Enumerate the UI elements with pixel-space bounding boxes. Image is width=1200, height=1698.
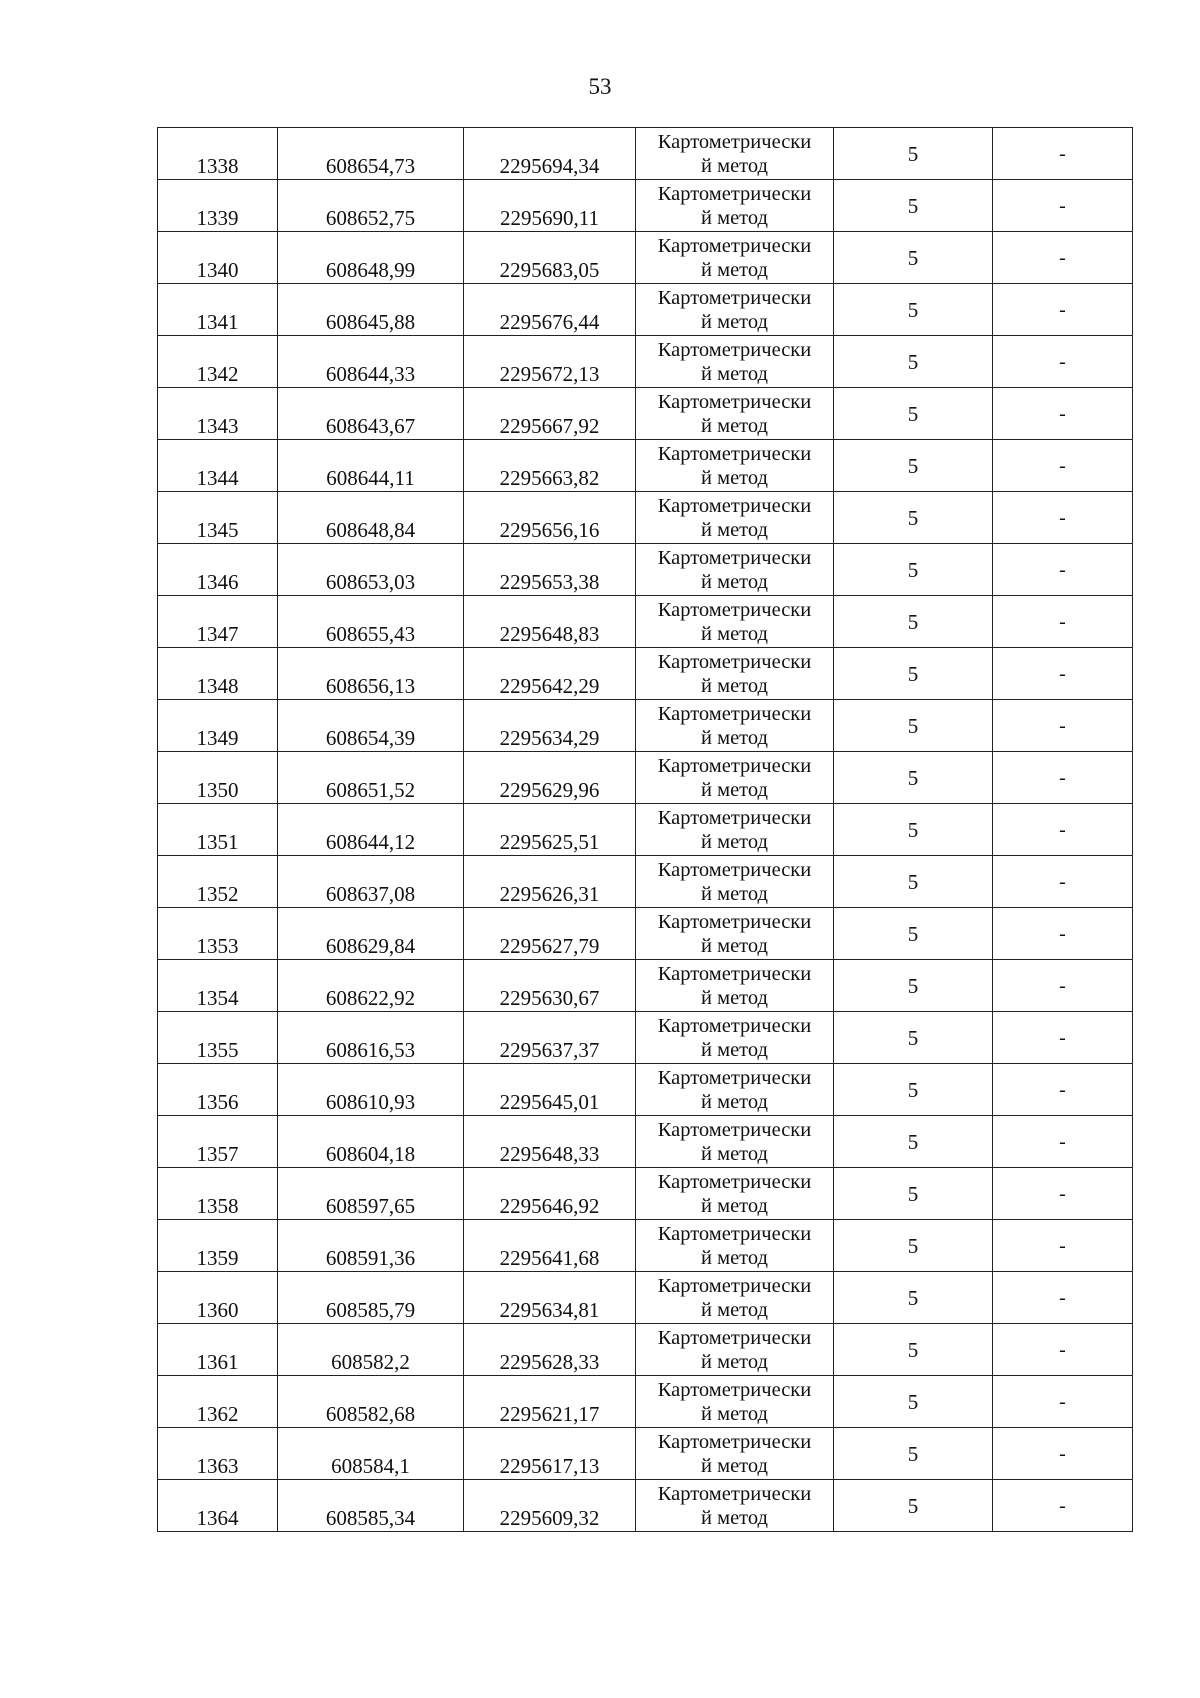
y-coordinate-cell: 2295667,92 [464,388,636,440]
method-cell [636,1168,834,1220]
table-row [158,544,1133,596]
method-line-2: й метод [701,310,768,333]
table-row [158,1428,1133,1480]
accuracy-cell: 5 [834,180,993,232]
y-coordinate-cell: 2295648,83 [464,596,636,648]
method-line-1: Картометрически [657,754,812,777]
point-number-cell: 1362 [158,1376,278,1428]
note-cell: - [993,544,1133,596]
table-row [158,1272,1133,1324]
method-line-2: й метод [701,1246,768,1269]
y-coordinate-cell: 2295609,32 [464,1480,636,1532]
method-cell [636,388,834,440]
point-number-cell: 1359 [158,1220,278,1272]
method-line-2: й метод [701,778,768,801]
accuracy-cell: 5 [834,440,993,492]
point-number-cell: 1339 [158,180,278,232]
method-cell [636,284,834,336]
point-number-cell: 1358 [158,1168,278,1220]
y-coordinate-cell: 2295625,51 [464,804,636,856]
y-coordinate-cell: 2295690,11 [464,180,636,232]
accuracy-cell: 5 [834,804,993,856]
method-cell [636,908,834,960]
point-number-cell: 1347 [158,596,278,648]
x-coordinate-cell: 608585,79 [278,1272,464,1324]
method-cell [636,700,834,752]
table-row [158,128,1133,180]
x-coordinate-cell: 608645,88 [278,284,464,336]
table-row [158,1480,1133,1532]
table-row [158,960,1133,1012]
note-cell: - [993,1012,1133,1064]
y-coordinate-cell: 2295641,68 [464,1220,636,1272]
y-coordinate-cell: 2295627,79 [464,908,636,960]
y-coordinate-cell: 2295683,05 [464,232,636,284]
table-row [158,908,1133,960]
point-number-cell: 1354 [158,960,278,1012]
note-cell: - [993,908,1133,960]
point-number-cell: 1352 [158,856,278,908]
method-line-1: Картометрически [657,858,812,881]
y-coordinate-cell: 2295653,38 [464,544,636,596]
point-number-cell: 1353 [158,908,278,960]
method-line-2: й метод [701,1454,768,1477]
x-coordinate-cell: 608622,92 [278,960,464,1012]
y-coordinate-cell: 2295630,67 [464,960,636,1012]
note-cell: - [993,1376,1133,1428]
method-cell [636,544,834,596]
x-coordinate-cell: 608655,43 [278,596,464,648]
method-line-2: й метод [701,414,768,437]
table-row [158,1012,1133,1064]
accuracy-cell: 5 [834,232,993,284]
table-row [158,440,1133,492]
point-number-cell: 1346 [158,544,278,596]
note-cell: - [993,284,1133,336]
table-row [158,284,1133,336]
method-line-1: Картометрически [657,286,812,309]
y-coordinate-cell: 2295672,13 [464,336,636,388]
method-line-1: Картометрически [657,1378,812,1401]
y-coordinate-cell: 2295621,17 [464,1376,636,1428]
method-cell [636,1376,834,1428]
method-line-1: Картометрически [657,1118,812,1141]
method-cell [636,1012,834,1064]
method-line-1: Картометрически [657,1014,812,1037]
accuracy-cell: 5 [834,492,993,544]
method-line-2: й метод [701,1090,768,1113]
table-row [158,1116,1133,1168]
note-cell: - [993,492,1133,544]
method-line-1: Картометрически [657,1430,812,1453]
table-row [158,388,1133,440]
note-cell: - [993,180,1133,232]
method-line-2: й метод [701,1038,768,1061]
table-row [158,1064,1133,1116]
x-coordinate-cell: 608643,67 [278,388,464,440]
method-line-1: Картометрически [657,1222,812,1245]
x-coordinate-cell: 608582,68 [278,1376,464,1428]
y-coordinate-cell: 2295634,81 [464,1272,636,1324]
table-row [158,492,1133,544]
method-cell [636,1324,834,1376]
accuracy-cell: 5 [834,1168,993,1220]
accuracy-cell: 5 [834,284,993,336]
note-cell: - [993,1168,1133,1220]
x-coordinate-cell: 608585,34 [278,1480,464,1532]
method-line-1: Картометрически [657,1170,812,1193]
x-coordinate-cell: 608616,53 [278,1012,464,1064]
point-number-cell: 1351 [158,804,278,856]
point-number-cell: 1350 [158,752,278,804]
table-row [158,1376,1133,1428]
y-coordinate-cell: 2295634,29 [464,700,636,752]
accuracy-cell: 5 [834,908,993,960]
method-cell [636,752,834,804]
method-line-1: Картометрически [657,650,812,673]
method-line-2: й метод [701,622,768,645]
x-coordinate-cell: 608653,03 [278,544,464,596]
method-cell [636,1116,834,1168]
x-coordinate-cell: 608582,2 [278,1324,464,1376]
method-line-2: й метод [701,518,768,541]
table-row [158,856,1133,908]
point-number-cell: 1340 [158,232,278,284]
x-coordinate-cell: 608656,13 [278,648,464,700]
point-number-cell: 1360 [158,1272,278,1324]
method-cell [636,596,834,648]
x-coordinate-cell: 608584,1 [278,1428,464,1480]
point-number-cell: 1345 [158,492,278,544]
method-line-2: й метод [701,1506,768,1529]
note-cell: - [993,700,1133,752]
y-coordinate-cell: 2295645,01 [464,1064,636,1116]
method-line-1: Картометрически [657,234,812,257]
table-body [158,128,1133,1532]
method-line-1: Картометрически [657,910,812,933]
y-coordinate-cell: 2295663,82 [464,440,636,492]
accuracy-cell: 5 [834,1116,993,1168]
x-coordinate-cell: 608651,52 [278,752,464,804]
point-number-cell: 1342 [158,336,278,388]
method-cell [636,232,834,284]
note-cell: - [993,336,1133,388]
y-coordinate-cell: 2295617,13 [464,1428,636,1480]
method-line-2: й метод [701,830,768,853]
method-cell [636,1272,834,1324]
accuracy-cell: 5 [834,388,993,440]
point-number-cell: 1341 [158,284,278,336]
method-line-2: й метод [701,1350,768,1373]
note-cell: - [993,1116,1133,1168]
table-row [158,336,1133,388]
note-cell: - [993,596,1133,648]
point-number-cell: 1348 [158,648,278,700]
method-line-2: й метод [701,206,768,229]
accuracy-cell: 5 [834,1376,993,1428]
note-cell: - [993,388,1133,440]
method-cell [636,336,834,388]
note-cell: - [993,1272,1133,1324]
note-cell: - [993,960,1133,1012]
method-line-2: й метод [701,570,768,593]
point-number-cell: 1344 [158,440,278,492]
point-number-cell: 1361 [158,1324,278,1376]
accuracy-cell: 5 [834,128,993,180]
x-coordinate-cell: 608597,65 [278,1168,464,1220]
method-line-1: Картометрически [657,962,812,985]
note-cell: - [993,648,1133,700]
note-cell: - [993,1064,1133,1116]
method-cell [636,648,834,700]
method-line-2: й метод [701,674,768,697]
accuracy-cell: 5 [834,336,993,388]
note-cell: - [993,1480,1133,1532]
method-line-2: й метод [701,154,768,177]
accuracy-cell: 5 [834,1272,993,1324]
method-cell [636,960,834,1012]
method-line-1: Картометрически [657,1326,812,1349]
x-coordinate-cell: 608654,39 [278,700,464,752]
coordinates-table [157,127,1133,1532]
method-line-2: й метод [701,1142,768,1165]
table-row [158,648,1133,700]
x-coordinate-cell: 608654,73 [278,128,464,180]
accuracy-cell: 5 [834,1064,993,1116]
note-cell: - [993,128,1133,180]
point-number-cell: 1355 [158,1012,278,1064]
accuracy-cell: 5 [834,752,993,804]
table-row [158,804,1133,856]
accuracy-cell: 5 [834,648,993,700]
method-line-1: Картометрически [657,1066,812,1089]
method-line-2: й метод [701,362,768,385]
x-coordinate-cell: 608648,99 [278,232,464,284]
method-cell [636,1428,834,1480]
note-cell: - [993,1324,1133,1376]
method-line-1: Картометрически [657,130,812,153]
y-coordinate-cell: 2295646,92 [464,1168,636,1220]
x-coordinate-cell: 608629,84 [278,908,464,960]
note-cell: - [993,856,1133,908]
table-row [158,596,1133,648]
y-coordinate-cell: 2295676,44 [464,284,636,336]
accuracy-cell: 5 [834,596,993,648]
x-coordinate-cell: 608637,08 [278,856,464,908]
note-cell: - [993,440,1133,492]
accuracy-cell: 5 [834,544,993,596]
method-cell [636,128,834,180]
method-cell [636,856,834,908]
x-coordinate-cell: 608604,18 [278,1116,464,1168]
note-cell: - [993,232,1133,284]
accuracy-cell: 5 [834,960,993,1012]
method-line-2: й метод [701,466,768,489]
method-line-1: Картометрически [657,1482,812,1505]
note-cell: - [993,1220,1133,1272]
x-coordinate-cell: 608648,84 [278,492,464,544]
page-number: 53 [588,74,612,99]
point-number-cell: 1338 [158,128,278,180]
accuracy-cell: 5 [834,1428,993,1480]
note-cell: - [993,804,1133,856]
accuracy-cell: 5 [834,856,993,908]
x-coordinate-cell: 608644,12 [278,804,464,856]
method-cell [636,492,834,544]
method-cell [636,1480,834,1532]
point-number-cell: 1357 [158,1116,278,1168]
method-line-1: Картометрически [657,702,812,725]
method-cell [636,180,834,232]
x-coordinate-cell: 608610,93 [278,1064,464,1116]
y-coordinate-cell: 2295626,31 [464,856,636,908]
method-line-2: й метод [701,1402,768,1425]
accuracy-cell: 5 [834,1324,993,1376]
method-line-2: й метод [701,986,768,1009]
method-cell [636,1064,834,1116]
method-cell [636,804,834,856]
point-number-cell: 1363 [158,1428,278,1480]
method-line-1: Картометрически [657,806,812,829]
x-coordinate-cell: 608652,75 [278,180,464,232]
y-coordinate-cell: 2295628,33 [464,1324,636,1376]
table-row [158,1168,1133,1220]
method-line-2: й метод [701,934,768,957]
x-coordinate-cell: 608591,36 [278,1220,464,1272]
accuracy-cell: 5 [834,1220,993,1272]
point-number-cell: 1356 [158,1064,278,1116]
method-cell [636,1220,834,1272]
accuracy-cell: 5 [834,700,993,752]
table-row [158,700,1133,752]
point-number-cell: 1349 [158,700,278,752]
y-coordinate-cell: 2295642,29 [464,648,636,700]
y-coordinate-cell: 2295694,34 [464,128,636,180]
point-number-cell: 1364 [158,1480,278,1532]
method-cell [636,440,834,492]
x-coordinate-cell: 608644,33 [278,336,464,388]
method-line-1: Картометрически [657,442,812,465]
table-row [158,232,1133,284]
method-line-1: Картометрически [657,182,812,205]
note-cell: - [993,752,1133,804]
table-row [158,752,1133,804]
y-coordinate-cell: 2295637,37 [464,1012,636,1064]
method-line-2: й метод [701,882,768,905]
method-line-1: Картометрически [657,598,812,621]
method-line-2: й метод [701,726,768,749]
y-coordinate-cell: 2295629,96 [464,752,636,804]
accuracy-cell: 5 [834,1480,993,1532]
method-line-1: Картометрически [657,546,812,569]
table-row [158,1220,1133,1272]
note-cell: - [993,1428,1133,1480]
method-line-1: Картометрически [657,1274,812,1297]
point-number-cell: 1343 [158,388,278,440]
method-line-1: Картометрически [657,494,812,517]
table-row [158,180,1133,232]
y-coordinate-cell: 2295656,16 [464,492,636,544]
accuracy-cell: 5 [834,1012,993,1064]
x-coordinate-cell: 608644,11 [278,440,464,492]
method-line-1: Картометрически [657,338,812,361]
method-line-1: Картометрически [657,390,812,413]
method-line-2: й метод [701,1194,768,1217]
y-coordinate-cell: 2295648,33 [464,1116,636,1168]
table-row [158,1324,1133,1376]
method-line-2: й метод [701,1298,768,1321]
method-line-2: й метод [701,258,768,281]
